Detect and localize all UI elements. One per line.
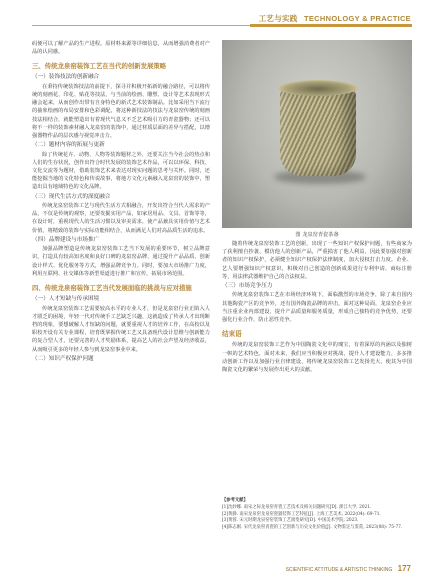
- paragraph: [222, 341, 412, 374]
- page-footer: [286, 564, 411, 573]
- footer-label: SCIENTIFIC ATTITUDE & ARTISTIC THINKING: [285, 567, 393, 573]
- paragraph: [32, 305, 210, 354]
- paragraph-text: 在秉持传统装饰技法的前提下，探寻并积极开拓新的融合路径，可以将传统的刻画花、印花、贴花等技法，与当前的绘画、雕塑、设计等艺术表现形式融会起来，从而创作出带有自身特色的新式艺术装饰制品。比如采用当下流行的抽象绘画的布局安排和色彩调配，将这种新技法的技法与龙泉窑传统的刻画技法相结合，就能塑造出有着现代气息又不乏艺术吸引力的青瓷器物；还可以将不一样的装饰素材融入龙泉窑的装饰中，通过材质层面的差异与搭配，以增强器物作品的层次感与视觉冲击力。: [32, 83, 210, 140]
- subsection-heading: （三）市场竞争压力: [222, 283, 273, 290]
- right-text-column: [222, 240, 412, 375]
- figure-caption: 图 龙泉窑青瓷茶盏: [295, 232, 339, 238]
- paragraph-text: 传统龙泉窑装饰工艺需要较高水平的专业人才，但是龙泉窑行业正陷入人才匮乏的困境，年轻一代对传统手工艺缺乏兴趣，这就造成了传承人才出现断档的现象，要想破解人才短缺的问题，就要重视人才的培养工作，在高校以及职校开设有关专业课程，培育既掌握传统工艺又具备现代设计思维与创新能力的复合型人才，还要完善的人才奖励体系，提高艺人的社会声望及经济收益，从而吸引更多的年轻人参与到龙泉窑事业中来。: [32, 305, 210, 353]
- cup-body: [280, 88, 356, 176]
- reference-item: [4]陈志刚. 宋代龙泉窑青瓷的工艺创新与历史文化价值[J]. 文物鉴定与鉴赏, 2023(08): 75-77.: [222, 524, 403, 530]
- conclusion-heading: 结束语: [222, 330, 242, 339]
- subsection-heading: （二）题材内容的拓展与更新: [32, 142, 105, 149]
- celadon-cup-photo: [222, 40, 412, 228]
- paragraph: [32, 245, 210, 278]
- subsection-heading: （一）人才短缺与传承困境: [32, 296, 100, 303]
- paragraph: [222, 291, 412, 324]
- paragraph-text: 除了传统花卉、动物、人物等装饰题材之外，还要关注当今社会的热点和人们的生存状况，创作出符合时代发展的装饰艺术作品，可以以环保、科技、文化交流等为题材，借助装饰艺术来表达对现实问题的思考与关怀。同时，还能挖掘当地的文化特色和传说故事，将地方文化元素融入龙泉窑的装饰中，塑造出具有地域特色的文化品牌。: [32, 151, 210, 191]
- subsection-heading: （二）知识产权保护问题: [32, 355, 94, 362]
- subsection-heading: （一）装饰技法的创新融合: [32, 74, 100, 81]
- reference-item: [2]黄静. 南宋龙泉窑龙泉窑瓷器装饰工艺特征[J]. 上海工艺美术, 2022(04): 69-71.: [222, 511, 381, 517]
- paragraph: [32, 40, 210, 56]
- paragraph-text: 随着传统龙泉窑装饰工艺的创新，出现了一些知识产权保护问题，有些商家为了获利擅自抄袭、模仿他人的创新产品，严重损害了他人利益，因此要加强对创新者的知识产权保护，必须健全知识产权保护法律制度，加大侵权打击力度。企业、艺人要增强知识产权意识，积极对自己创造的创新成果进行专利申请、商标注册等，用法律武器维护自己的合法权益。: [222, 241, 412, 280]
- header-accent-rule: [250, 24, 412, 27]
- paragraph-text: 加强品牌塑造是传统龙泉窑装饰工艺当下发展的重要环节，树立品牌意识，打造具有较高知名度和良好口碑的龙泉窑品牌，通过提升产品品质、创新设计样式、优化服务等方式，增强品牌竞争力。同时，要加大市场推广力度，利用互联网、社交媒体等新型渠道进行推广和宣传，拓展市场范围。: [32, 246, 210, 277]
- subsection-heading: （四）品牌建设与市场推广: [32, 236, 100, 243]
- paragraph: [222, 240, 412, 281]
- page-number: 177: [397, 564, 411, 573]
- paragraph: [32, 151, 210, 192]
- references: [222, 498, 412, 531]
- reference-item: [3]黄蓉. 宋元时期龙泉窑窑装饰工艺演变研究[D]. 中国美术学院, 2023.: [222, 518, 359, 524]
- reference-item: [1]沈妙娜. 南宋之际龙泉窑青瓷工艺技术及相关问题研究[D]. 浙江大学, 2021.: [222, 505, 372, 511]
- reference-list: [222, 505, 412, 531]
- paragraph: [32, 202, 210, 235]
- section-heading: 三、传统龙泉窑装饰工艺在当代的创新发展策略: [32, 62, 167, 71]
- paragraph: [32, 83, 210, 140]
- cup-rim: [278, 80, 358, 96]
- left-text-column: [32, 40, 210, 364]
- section-heading: 四、传统龙泉窑装饰工艺当代发展面临的挑战与应对措施: [32, 284, 192, 293]
- paragraph-text: 传统龙泉窑装饰工艺在市场经济环境下，面临激烈的市场竞争，除了来自国内其他陶瓷产区的竞争外，还有国外陶瓷品牌的冲击，面对这种局面，龙泉窑企业应当注重企业内部建设，提升产品质量和服务质量，形成自己独特的竞争优势，还要强化行业合作，防止恶性竞争。: [222, 292, 412, 324]
- header-section-cn: 工艺与实践: [258, 14, 298, 23]
- paragraph-text: 传统龙泉窑装饰工艺与现代生活方式相融合，开发出符合当代人需求的产品，不仅是传统的观察，还要发掘实用产品，如家居用品、文具、首饰等等，在设计时，重视现代人的生活习惯以及审美需求，使产品兼具实用价值与艺术价值，将精致的装饰与实际功能相结合，从而满足人们对高品质生活的追求。: [32, 203, 210, 234]
- header-section-en: TECHNOLOGY & PRACTICE: [303, 14, 411, 23]
- references-title: 【参考文献】: [222, 498, 248, 503]
- paragraph-text: 传统的龙泉窑装饰工艺作为中国陶瓷文化中的瑰宝，有着深厚的内涵以及独树一帜的艺术特色，面对未来，我们应当积极应对挑战，提升人才建设能力，多多推动创新工作以及加强行业自律建设，将传统龙泉窑装饰工艺发扬光大，使其为中国陶瓷文化的繁荣与发展作出更大的贡献。: [222, 342, 412, 374]
- running-header: [259, 13, 411, 24]
- paragraph-text: 码便可以了解产品的生产进程。原材料来源等详细信息，从而增强消费者对产品的认同感。: [32, 41, 210, 56]
- subsection-heading: （三）现代生活方式的深度融合: [32, 193, 111, 200]
